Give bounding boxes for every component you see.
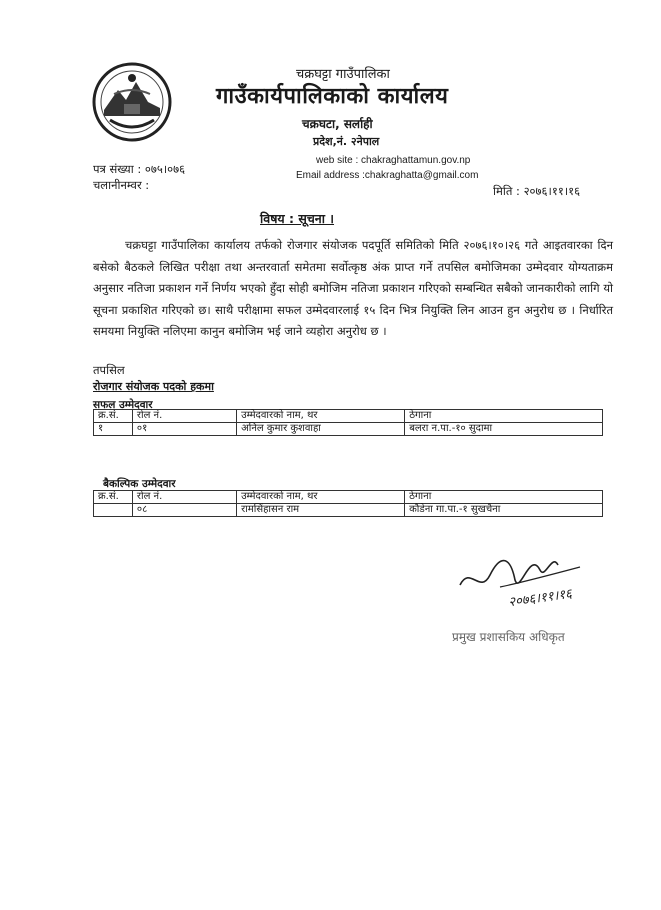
email-address: Email address :chakraghatta@gmail.com [296, 170, 479, 181]
post-heading: रोजगार संयोजक पदको हकमा [93, 380, 214, 393]
table-cell: रामसिंहासन राम [237, 504, 405, 517]
municipality-name: चक्रघट्टा गाउँपालिका [296, 67, 390, 82]
table-header-cell: क्र.सं. [94, 410, 133, 423]
successful-candidate-table [93, 409, 603, 436]
table-header-cell: रोल नं. [132, 491, 236, 504]
letter-number: पत्र संख्या : ०७५।०७६ [93, 162, 186, 176]
table-header-cell: उम्मेदवारको नाम, थर [237, 491, 405, 504]
successful-candidate-title: सफल उम्मेदवार [93, 399, 153, 411]
body-paragraph: चक्रघट्टा गाउँपालिका कार्यालय तर्फको रोजगार संयोजक पदपूर्ति समितिको मिति २०७६।१०।२६ गते आइतवारका दिन बसेको बैठकले लिखित परीक्षा तथा अन्तरवार्ता समेतमा सर्वोत्कृष्ठ अंक प्राप्त गर्ने तपसिल बमोजिमका उम्मेदवार योग्यताक्रम अनुसार नतिजा प्रकाशन गर्ने निर्णय भएको हुँदा सोही बमोजिम नतिजा प्रकाशन गरिएको सम्बन्धित सबैको जानकारीको लागि यो सूचना प्रकाशित गरिएको छ। साथै परीक्षामा सफल उम्मेदवारलाई १५ दिन भित्र नियुक्ति लिन आउन हुन अनुरोध छ । निर्धारित समयमा नियुक्ति नलिएमा कानुन बमोजिम भई जाने व्यहोरा अनुरोध छ । [93, 238, 613, 338]
table-cell: १ [94, 423, 133, 436]
table-header-row [94, 410, 603, 423]
table-header-cell: ठेगाना [405, 491, 603, 504]
table-header-cell: रोल नं. [132, 410, 236, 423]
table-cell: ०८ [132, 504, 236, 517]
table-cell: बलरा न.पा.-१० सुदामा [405, 423, 603, 436]
table-header-cell: क्र.सं. [94, 491, 133, 504]
signature-date: २०७६।११।१६ [507, 586, 573, 611]
letter-date: मिति : २०७६।११।१६ [493, 184, 581, 198]
table-header-row [94, 491, 603, 504]
schedule-label: तपसिल [93, 363, 125, 377]
address-line-2: प्रदेश,नं. २नेपाल [313, 135, 380, 148]
table-cell: ०१ [132, 423, 236, 436]
notice-body [93, 235, 613, 343]
alternate-candidate-table [93, 490, 603, 517]
dispatch-number: चलानीनम्वर : [93, 178, 150, 192]
table-cell: कौडेना गा.पा.-१ सुखचैना [405, 504, 603, 517]
handwritten-signature [440, 545, 610, 625]
alternate-candidate-title: बैकल्पिक उम्मेदवार [103, 478, 176, 490]
table-row [94, 423, 603, 436]
table-cell [94, 504, 133, 517]
table-header-cell: उम्मेदवारको नाम, थर [237, 410, 405, 423]
table-row [94, 504, 603, 517]
nepal-government-emblem-icon [90, 60, 174, 144]
signatory-title: प्रमुख प्रशासकिय अधिकृत [452, 630, 565, 644]
table-header-cell: ठेगाना [405, 410, 603, 423]
subject-line: विषय : सूचना । [260, 211, 335, 226]
address-line-1: चक्रघटा, सर्लाही [302, 117, 373, 131]
website: web site : chakraghattamun.gov.np [316, 155, 471, 166]
table-cell: अनिल कुमार कुशवाहा [237, 423, 405, 436]
office-title: गाउँकार्यपालिकाको कार्यालय [216, 84, 449, 109]
